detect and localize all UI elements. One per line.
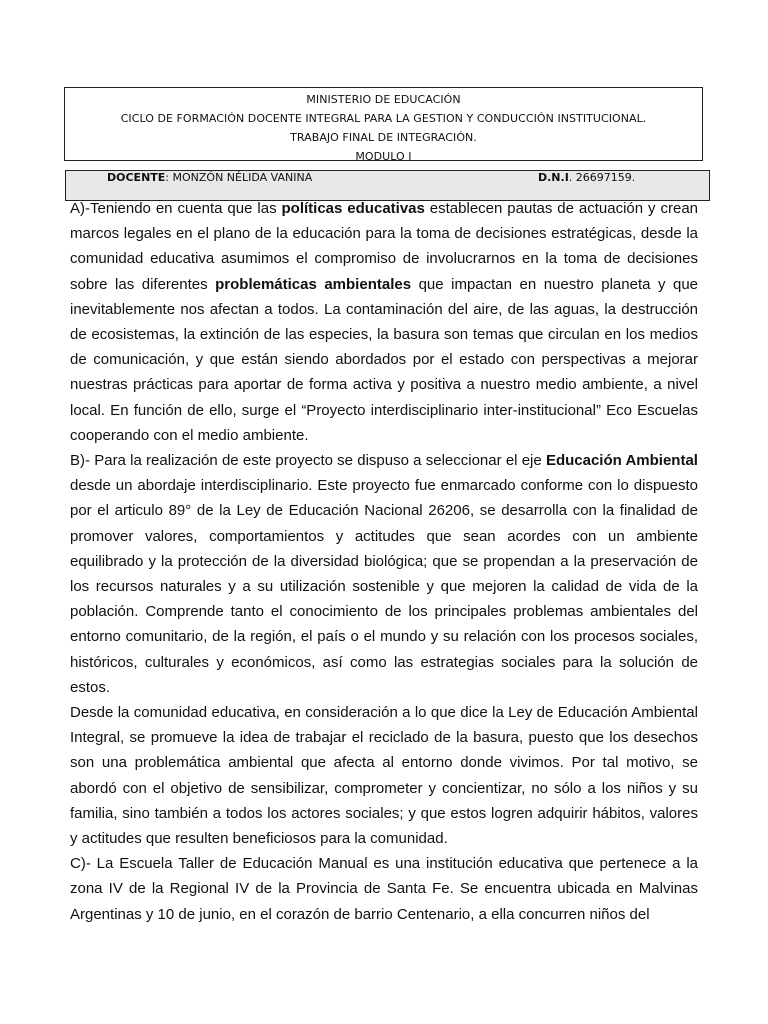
work-title: TRABAJO FINAL DE INTEGRACIÓN.	[290, 131, 477, 144]
docente-label: DOCENTE	[107, 171, 166, 184]
paragraph-b-text-2: desde un abordaje interdisciplinario. Este proyecto fue enmarcado conforme con lo dispuesto por el articulo 89° de la Ley de Educación Nacional 26206, se desarrolla con la finalidad de promover valores, comportamientos y actitudes que sean acordes con un ambiente equilibrado y la protección de la diversidad biológica; que se propendan a la preservación de los recursos naturales y a su utilización sostenible y que mejoren la calidad de vida de la población. Comprende tanto el conocimiento de los principales problemas ambientales del entorno comunitario, de la región, el país o el mundo y su relación con los procesos sociales, históricos, culturales y económicos, así como las estrategias sociales para la solución de estos.	[70, 477, 698, 696]
docente-info	[107, 172, 312, 184]
paragraph-a-text-3: que impactan en nuestro planeta y que inevitablemente nos afectan a todos. La contaminación del aire, de las aguas, la destrucción de ecosistemas, la extinción de las especies, la basura son temas que circulan en los medios de comunicación, y que están siendo abordados por el estado con perspectivas a mejorar nuestras prácticas para aportar de forma activa y positiva a nuestro medio ambiente, a nivel local. En función de ello, surge el “Proyecto interdisciplinario inter-institucional” Eco Escuelas cooperando con el medio ambiente.	[70, 275, 699, 444]
header-box	[64, 87, 703, 161]
paragraph-a-text-2: establecen pautas de actuación y crean marcos legales en el plano de la educación para la toma de decisiones estratégicas, desde la comunidad educativa asumimos el compromiso de involucrarnos en la toma de decisiones sobre las diferentes	[70, 200, 699, 293]
paragraph-b-bold-1: Educación Ambiental	[545, 452, 698, 470]
paragraph-a-bold-1: políticas educativas	[281, 200, 425, 217]
dni-value: . 26697159.	[568, 171, 636, 184]
paragraph-b	[70, 448, 698, 700]
paragraph-b-text-1: B)- Para la realización de este proyecto se dispuso a seleccionar el eje	[70, 452, 546, 470]
paragraph-a-text-1: A)-Teniendo en cuenta que las	[70, 200, 282, 217]
paragraph-a-bold-2: problemáticas ambientales	[215, 275, 412, 293]
paragraph-a	[70, 196, 698, 448]
docente-name: : MONZÓN NÉLIDA VANINA	[165, 171, 313, 184]
module-title: MODULO I	[355, 150, 412, 163]
paragraph-c: C)- La Escuela Taller de Educación Manual es una institución educativa que pertenece a la zona IV de la Regional IV de la Provincia de Santa Fe. Se encuentra ubicada en Malvinas Argentinas y 10 de junio, en el corazón de barrio Centenario, a ella concurren niños del	[70, 855, 698, 923]
dni-info	[538, 172, 635, 184]
dni-label: D.N.I	[538, 171, 569, 184]
document-body	[70, 196, 698, 927]
course-title: CICLO DE FORMACIÓN DOCENTE INTEGRAL PARA LA GESTION Y CONDUCCIÓN INSTITUCIONAL.	[120, 112, 647, 125]
ministry-title: MINISTERIO DE EDUCACIÓN	[306, 93, 461, 106]
paragraph-community: Desde la comunidad educativa, en consideración a lo que dice la Ley de Educación Ambiental Integral, se promueve la idea de trabajar el reciclado de la basura, puesto que los desechos son una problemática ambiental que afecta al entorno donde vivimos. Por tal motivo, se abordó con el objetivo de sensibilizar, comprometer y concientizar, no sólo a los niños y su familia, sino también a todos los actores sociales; y que estos logren adquirir hábitos, valores y actitudes que resulten beneficiosos para la comunidad.	[70, 704, 698, 848]
